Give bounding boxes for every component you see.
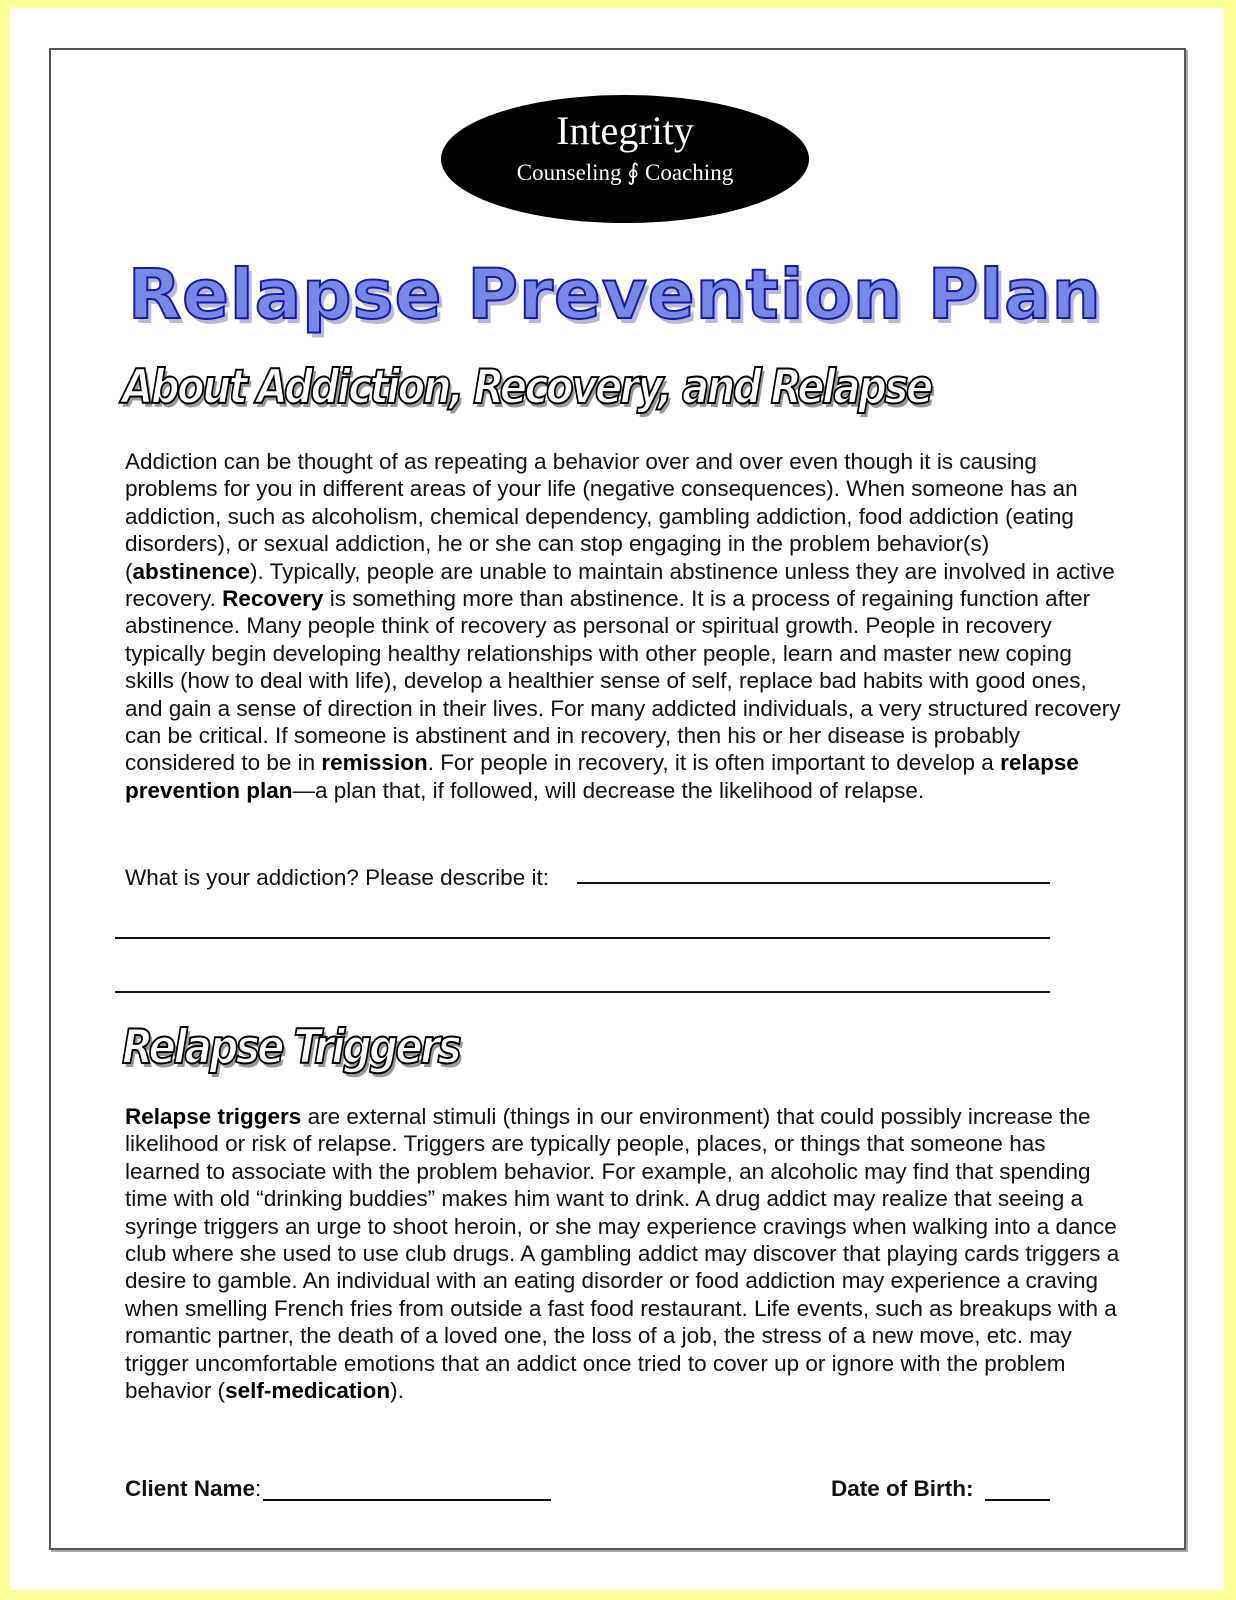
term-remission: remission <box>321 750 428 776</box>
addiction-answer-line-1[interactable] <box>577 882 1050 884</box>
logo-name: Integrity <box>556 108 694 153</box>
term-relapse-triggers: Relapse triggers <box>125 1104 302 1129</box>
section-heading-about: About Addiction, Recovery, and Relapse <box>122 360 931 415</box>
triggers-paragraph: Relapse triggers are external stimuli (things in our environment) that could possibly increase the likelihood or risk of relapse. Triggers are typically people, places, or things that someone has learned to associate with the problem behavior. For example, an alcoholic may find that spending time with old “drinking buddies” makes him want to drink. A drug addict may realize that seeing a syringe triggers an urge to shoot heroin, or she may experience cravings when walking into a dance club where she used to use club drugs. A gambling addict may discover that playing cards triggers a desire to gamble. An individual with an eating disorder or food addiction may experience a craving when smelling French fries from outside a fast food restaurant. Life events, such as breakups with a romantic partner, the death of a loved one, the loss of a job, the stress of a new move, etc. may trigger uncomfortable emotions that an addict once tried to cover up or ignore with the problem behavior (self-medication). <box>125 1104 1120 1404</box>
about-paragraph: Addiction can be thought of as repeating a behavior over and over even though it is causing problems for you in different areas of your life (negative consequences). When someone has an addiction, such as alcoholism, chemical dependency, gambling addiction, food addiction (eating disorders), or sexual addiction, he or she can stop engaging in the problem behavior(s) (abstinence). Typically, people are unable to maintain abstinence unless they are involved in active recovery. Recovery is something more than abstinence. It is a process of regaining function after abstinence. Many people think of recovery as personal or spiritual growth. People in recovery typically begin developing healthy relationships with other people, learn and master new coping skills (how to deal with life), develop a healthier sense of self, replace bad habits with good ones, and gain a sense of direction in their lives. For many addicted individuals, a very structured recovery can be critical. If someone is abstinent and in recovery, then his or her disease is probably considered to be in remission. For people in recovery, it is often important to develop a relapse prevention plan—a plan that, if followed, will decrease the likelihood of relapse. <box>125 449 1121 803</box>
document-page <box>10 8 1224 1590</box>
section-heading-triggers: Relapse Triggers <box>122 1020 460 1075</box>
addiction-answer-line-3[interactable] <box>115 991 1050 993</box>
term-relapse-prevention-plan: relapse prevention plan <box>125 750 1079 803</box>
date-of-birth-label: Date of Birth: <box>831 1476 974 1501</box>
addiction-answer-line-2[interactable] <box>115 937 1050 939</box>
logo-tagline: Counseling ∮ Coaching <box>516 160 734 185</box>
client-name-field[interactable] <box>263 1499 551 1501</box>
integrity-logo <box>441 95 809 223</box>
page-title: Relapse Prevention Plan <box>128 255 1102 335</box>
term-recovery: Recovery <box>222 586 324 612</box>
term-self-medication: self-medication <box>225 1378 391 1404</box>
client-name-label: Client Name: <box>125 1476 262 1501</box>
addiction-question: What is your addiction? Please describe it: <box>125 865 549 890</box>
term-abstinence: abstinence <box>132 558 251 584</box>
date-of-birth-field[interactable] <box>985 1499 1050 1501</box>
